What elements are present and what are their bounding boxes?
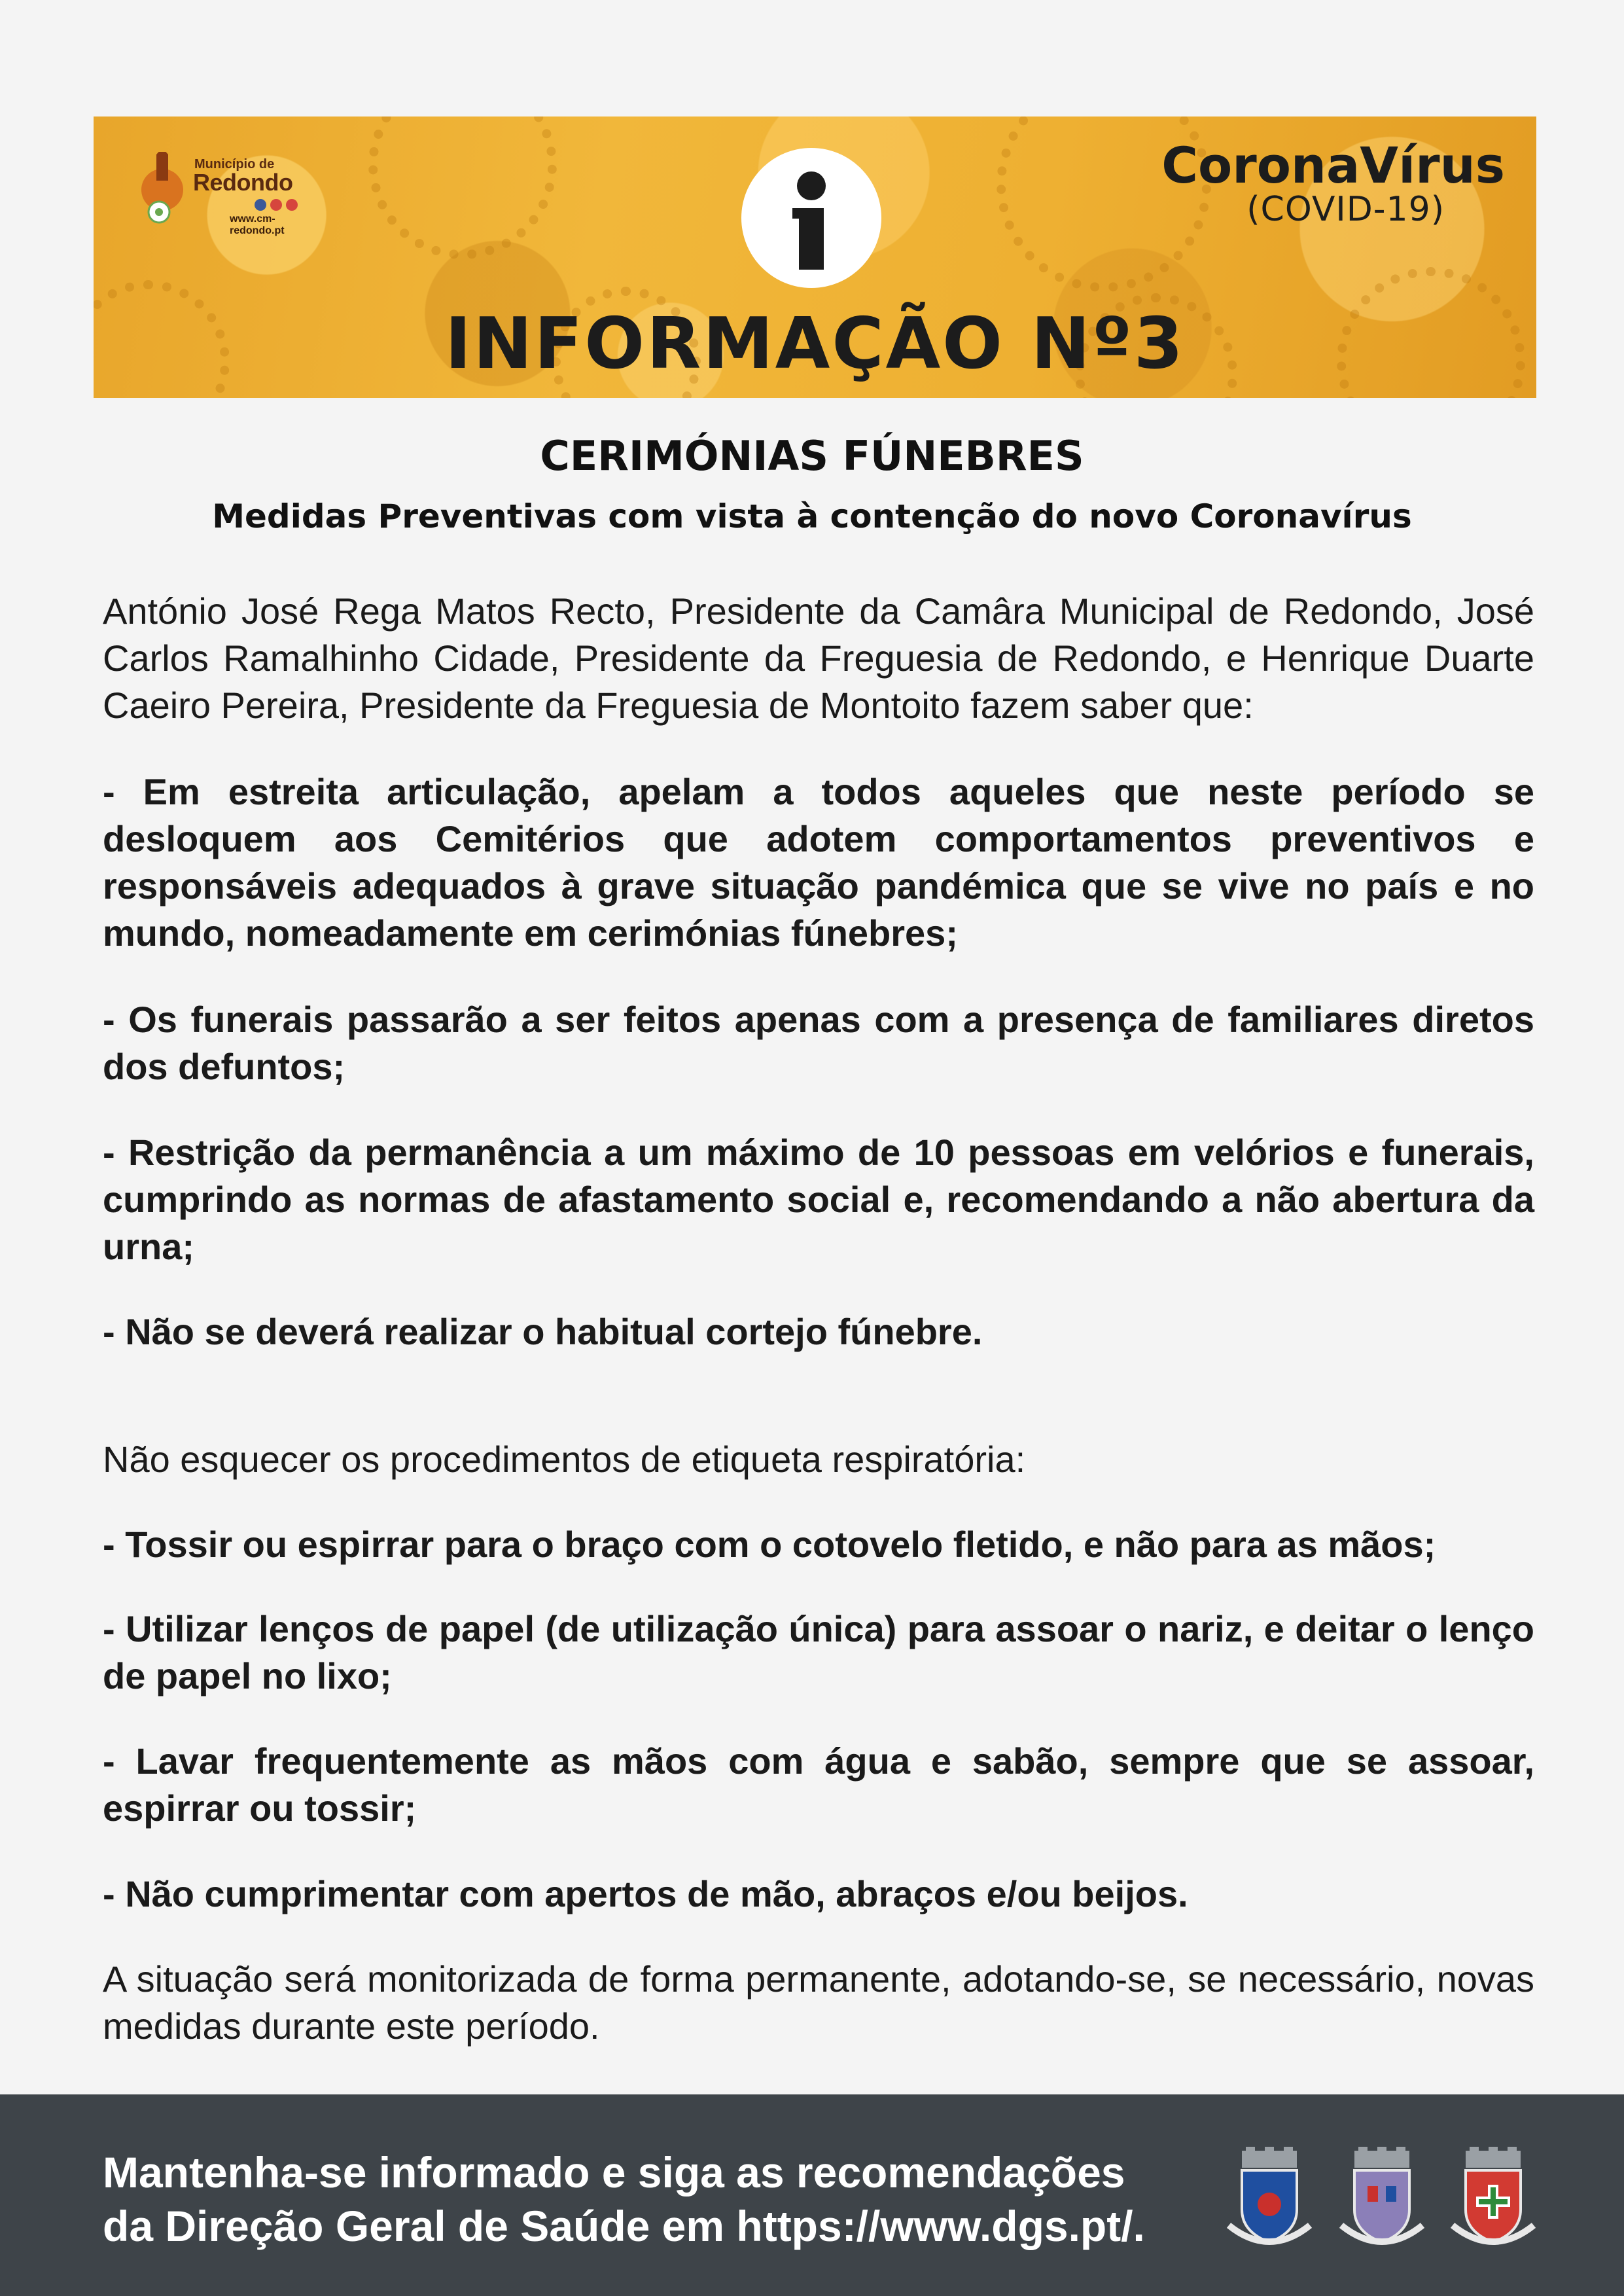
logo-url: www.cm-redondo.pt [230,213,285,236]
footer-bar [0,2094,1624,2296]
covid-subtitle: (COVID-19) [1246,190,1445,229]
coronavirus-title: CoronaVírus [1161,136,1505,194]
page-title: CERIMÓNIAS FÚNEBRES [540,432,1084,480]
measure-text: - Os funerais passarão a ser feitos apenas com a presença de familiares diretos dos defuntos; [103,999,1534,1087]
etiquette-intro: Não esquecer os procedimentos de etiqueta respiratória: [103,1439,1026,1480]
measure-text: - Em estreita articulação, apelam a todos aqueles que neste período se desloquem aos Cemitérios que adotem comportamentos preventivos e responsáveis adequados à grave situação pandémica que se vive no país e no mundo, nomeadamente em cerimónias fúnebres; [103,771,1534,954]
etiquette-intro-block [103,1436,1534,1483]
etiquette-item [103,1738,1534,1832]
header-banner [94,117,1536,398]
instagram-icon [286,199,298,211]
intro-paragraph-block [103,588,1534,729]
closing-paragraph: A situação será monitorizada de forma permanente, adotando-se, se necessário, novas medidas durante este período. [103,1958,1534,2047]
logo-municipality-label: Município de [194,157,275,171]
page-subtitle: Medidas Preventivas com vista à contenção do novo Coronavírus [212,497,1412,535]
closing-paragraph-block [103,1956,1534,2050]
facebook-icon [255,199,266,211]
measure-item [103,1308,1534,1355]
etiquette-item [103,1605,1534,1700]
municipality-logo [133,140,309,238]
redondo-emblem-icon [133,152,192,224]
info-icon [741,148,881,288]
logo-social-icons [255,199,307,212]
measure-item [103,1129,1534,1270]
virus-decoration [368,117,557,259]
youtube-icon [270,199,282,211]
montoito-crest-icon [1446,2147,1540,2251]
etiquette-item [103,1871,1534,1918]
etiquette-text: - Lavar frequentemente as mãos com água e sabão, sempre que se assoar, espirrar ou tossir; [103,1740,1534,1829]
redondo-crest-icon [1222,2147,1316,2251]
etiquette-text: - Não cumprimentar com apertos de mão, abraços e/ou beijos. [103,1873,1188,1914]
measure-text: - Não se deverá realizar o habitual cortejo fúnebre. [103,1311,983,1352]
etiquette-text: - Tossir ou espirrar para o braço com o cotovelo fletido, e não para as mãos; [103,1524,1436,1565]
footer-line-2: da Direção Geral de Saúde em https://www.dgs.pt/. [103,2202,1145,2250]
measure-item [103,996,1534,1090]
footer-line-1: Mantenha-se informado e siga as recomendações [103,2148,1125,2197]
measure-text: - Restrição da permanência a um máximo de 10 pessoas em velórios e funerais, cumprindo as normas de afastamento social e, recomendando a não abertura da urna; [103,1132,1534,1267]
footer-message [103,2145,1145,2253]
etiquette-item [103,1521,1534,1568]
information-number-title: INFORMAÇÃO Nº3 [444,303,1186,385]
etiquette-text: - Utilizar lenços de papel (de utilização única) para assoar o nariz, e deitar o lenço de papel no lixo; [103,1608,1534,1696]
measure-item [103,768,1534,957]
logo-municipality-name: Redondo [193,169,293,196]
intro-paragraph: António José Rega Matos Recto, Presidente da Camâra Municipal de Redondo, José Carlos Ramalhinho Cidade, Presidente da Freguesia de Redondo, e Henrique Duarte Caeiro Pereira, Presidente da Freguesia de Montoito fazem saber que: [103,590,1534,726]
freguesia-redondo-crest-icon [1335,2147,1429,2251]
